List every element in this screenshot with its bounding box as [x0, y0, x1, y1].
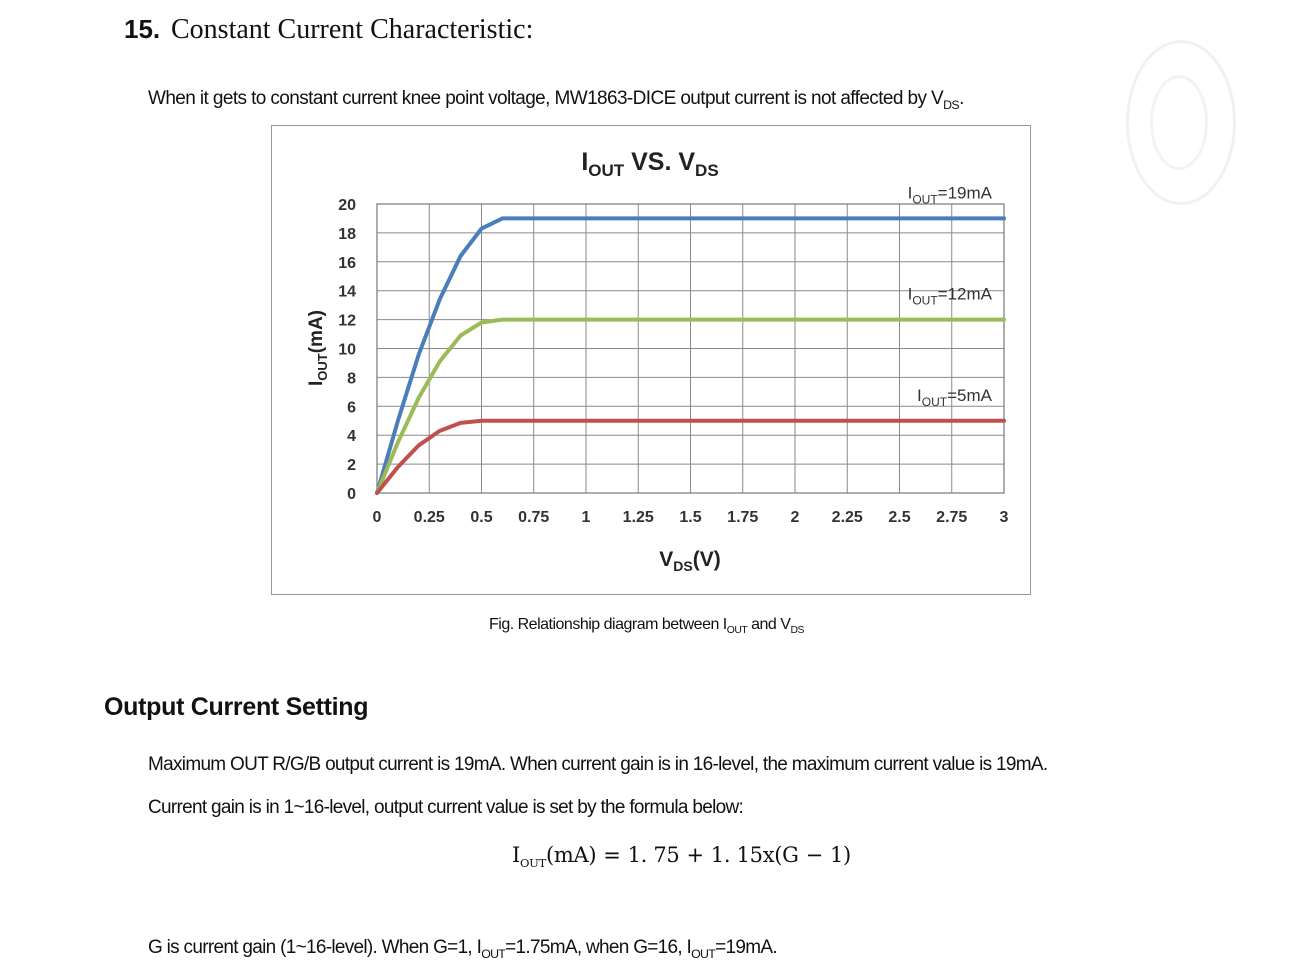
formula-lhs-sub: OUT: [520, 856, 546, 870]
formula-c3: 1): [829, 843, 851, 867]
x-tick-label: 1.5: [679, 509, 702, 526]
x-tick-label: 1: [581, 509, 591, 526]
x-tick-label: 0.5: [470, 509, 493, 526]
formula-equals: =: [603, 843, 621, 867]
y-tick-label: 6: [347, 399, 356, 417]
ylabel-sub: OUT: [315, 353, 330, 381]
section-title: Constant Current Characteristic:: [171, 14, 534, 45]
formula-c1: 1. 75: [627, 843, 680, 867]
grid: [377, 204, 1004, 493]
series-label-main: I: [917, 385, 922, 405]
chart-title: [581, 148, 718, 180]
x-tick-label: 0: [372, 509, 382, 526]
series-label: [917, 386, 993, 409]
y-tick-label: 20: [338, 197, 356, 214]
ylabel-rest: (mA): [306, 309, 327, 354]
iout-vs-vds-chart: [272, 126, 1029, 593]
y-axis-label: [306, 310, 330, 386]
series-label-main: I: [907, 183, 913, 203]
gain-text-c: =19mA.: [715, 937, 777, 958]
x-tick-label: 0.75: [518, 509, 550, 526]
formula-plus: +: [686, 843, 704, 867]
x-tick-label: 2.5: [888, 509, 911, 526]
caption-mid: and V: [747, 616, 791, 633]
intro-end: .: [959, 88, 964, 109]
chart-title-main1: I: [581, 148, 589, 176]
xlabel-rest: (V): [692, 548, 721, 571]
formula-minus: −: [805, 843, 823, 867]
caption-sub2: DS: [790, 625, 804, 637]
y-tick-label: 18: [338, 225, 356, 243]
current-formula: [512, 843, 851, 870]
x-tick-label: 0.25: [413, 509, 445, 526]
figure-caption: [489, 616, 804, 636]
y-tick-label: 4: [347, 428, 356, 446]
x-tick-label: 2.25: [831, 509, 863, 526]
formula-unit: (mA): [546, 843, 597, 867]
y-tick-label: 12: [338, 312, 356, 330]
formula-c2: 1. 15x(G: [710, 843, 799, 867]
chart-title-sub1: OUT: [588, 161, 625, 180]
y-tick-label: 0: [347, 486, 356, 503]
y-tick-label: 2: [347, 457, 356, 475]
gain-text-a: G is current gain (1~16-level). When G=1, I: [148, 937, 482, 958]
series-label-sub: OUT: [921, 394, 948, 409]
series-label-rest: =19mA: [937, 183, 992, 203]
x-tick-label: 1.75: [727, 509, 759, 526]
watermark-ring-inner: [1150, 75, 1208, 170]
series-label-rest: =5mA: [947, 385, 992, 405]
y-tick-label: 16: [338, 254, 356, 272]
gain-sub1: OUT: [481, 946, 506, 961]
formula-lhs: I: [512, 843, 520, 867]
x-tick-label: 2: [790, 509, 800, 526]
chart-frame: [271, 125, 1031, 595]
chart-title-sub2: DS: [695, 161, 719, 180]
intro-sub: DS: [943, 97, 960, 112]
caption-sub1: OUT: [726, 625, 748, 637]
x-tick-label: 1.25: [622, 509, 654, 526]
series-label-sub: OUT: [912, 192, 938, 207]
xlabel-sub: DS: [673, 558, 693, 574]
series-label: [908, 183, 993, 206]
output-current-heading: Output Current Setting: [104, 693, 369, 721]
caption-pre: Fig. Relationship diagram between I: [489, 616, 727, 633]
max-current-paragraph: Maximum OUT R/G/B output current is 19mA. When current gain is in 16-level, the maximum current value is 19mA.: [148, 754, 1048, 775]
intro-main: When it gets to constant current knee point voltage, MW1863-DICE output current is not affected by V: [148, 88, 944, 109]
section-number: 15.: [124, 14, 161, 44]
ylabel-main: I: [306, 380, 327, 387]
x-axis-label: [659, 548, 720, 574]
xlabel-main: V: [659, 548, 674, 571]
x-tick-label: 2.75: [936, 509, 968, 526]
y-tick-label: 14: [338, 283, 356, 301]
series-label: [908, 285, 993, 308]
gain-text-b: =1.75mA, when G=16, I: [505, 937, 692, 958]
series-label-main: I: [907, 284, 913, 304]
series-label-sub: OUT: [912, 293, 938, 308]
y-tick-label: 10: [338, 341, 356, 359]
intro-text: [148, 88, 964, 112]
gain-formula-intro: Current gain is in 1~16-level, output current value is set by the formula below:: [148, 797, 744, 818]
series-label-rest: =12mA: [937, 284, 992, 304]
gain-sub2: OUT: [691, 946, 716, 961]
y-tick-label: 8: [347, 370, 356, 388]
x-tick-label: 3: [999, 509, 1009, 526]
chart-title-mid: VS. V: [624, 148, 696, 176]
gain-explanation: [148, 937, 777, 961]
